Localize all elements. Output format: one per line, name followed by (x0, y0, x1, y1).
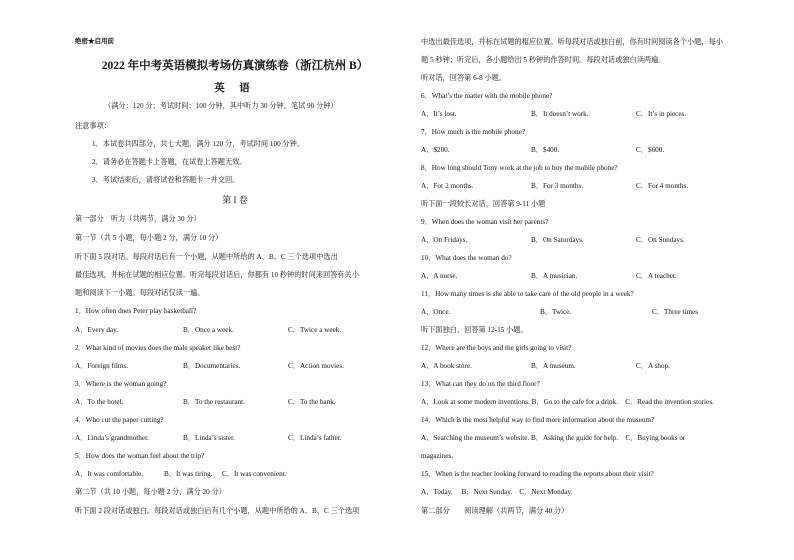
option-c: C．Twice a week. (288, 326, 342, 334)
listening-heading: 听对话，回答第 6-8 小题。 (421, 74, 507, 82)
options-line: A．Look at some modern inventions. B．Go to the cafe for a drink. C．Read the invention stories. (421, 398, 714, 406)
option-b: B．It doesn’t work. (531, 110, 589, 118)
option-b: B．It was tiring. (164, 470, 213, 478)
instruction-line: 最佳选项，并标在试题的相应位置。听完每段对话后，你都有 10 秒钟的时间来回答有关小 (75, 271, 359, 279)
option-b: B．A museum. (531, 362, 576, 370)
option-c: C．Linda’s father. (288, 434, 342, 442)
question: 2．What kind of movies does the male speaker like best? (75, 344, 241, 352)
options-line-continued: magazines. (421, 452, 454, 460)
option-c: C．Three times (652, 308, 699, 316)
option-b: B．On Saturdays. (531, 236, 584, 244)
section-heading: 第一节（共 5 小题，每小题 2 分，满分 10 分） (75, 234, 223, 242)
question: 12．Where are the boys and the girls going to visit? (421, 344, 572, 352)
question: 10．What does the woman do? (421, 254, 512, 262)
volume-heading: 第 I 卷 (222, 195, 248, 205)
option-c: C．A teacher. (636, 272, 677, 280)
option-c: C．On Sundays. (636, 236, 685, 244)
question: 4．Who cut the paper cutting? (75, 416, 164, 424)
note-item: 1．本试卷共四部分，共七大题，满分 120 分，考试时间 100 分钟。 (92, 140, 305, 148)
confidential-mark: 绝密★启用前 (75, 38, 114, 45)
instruction-line: 题 5 秒钟；听完后，各小题给出 5 秒钟的作答时间。每段对话或独白读两遍。 (421, 56, 666, 64)
options-line: A．Today. B．Next Sunday. C．Next Monday. (421, 488, 573, 496)
option-b: B．Once a week. (183, 326, 234, 334)
question: 3．Where is the woman going? (75, 380, 167, 388)
option-c: C．To the bank. (288, 398, 336, 406)
option-a: A．$200. (421, 146, 450, 154)
option-a: A．Every day. (75, 326, 119, 334)
option-c: C．It’s in pieces. (636, 110, 687, 118)
option-a: A．A book store. (421, 362, 472, 370)
option-b: B．Documentaries. (183, 362, 241, 370)
option-c: C．A shop. (636, 362, 670, 370)
part-heading: 第二部分 阅读理解（共两节，满分 40 分） (421, 507, 569, 515)
question: 6．What’s the matter with the mobile phone? (421, 92, 553, 100)
option-c: C．It was convenient. (222, 470, 287, 478)
option-a: A．On Fridays. (421, 236, 468, 244)
option-c: C．For 4 months. (636, 182, 689, 190)
instruction-line: 听下面 5 段对话。每段对话后有一个小题，从题中所给的 A、B、C 三个选项中选出 (75, 253, 338, 261)
option-a: A．A nurse. (421, 272, 458, 280)
option-b: B．For 3 months. (531, 182, 584, 190)
question: 15．When is the teacher looking forward to reading the reports about their visit? (421, 470, 654, 478)
note-item: 3．考试结束后，请将试卷和答题卡一并交回。 (92, 176, 240, 184)
option-a: A．To the hotel. (75, 398, 124, 406)
option-a: A．For 2 months. (421, 182, 474, 190)
part-heading: 第一部分 听力（共两节，满分 30 分） (75, 215, 201, 223)
section-heading: 第二节（共 10 小题，每小题 2 分，满分 20 分） (75, 488, 226, 496)
instruction-line: 听下面 2 段对话或独白。每段对话或独白后有几个小题，从题中所给的 A、B、C 三个选项 (75, 507, 360, 515)
question: 5．How does the woman feel about the trip? (75, 452, 205, 460)
option-a: A．Linda’s grandmother. (75, 434, 149, 442)
listening-heading: 听下面独白，回答第 12-15 小题。 (421, 326, 528, 334)
option-a: A．It was comfortable. (75, 470, 144, 478)
question: 13．What can they do on the third floor? (421, 380, 540, 388)
exam-info: （满分：120 分；考试时间：100 分钟，其中听力 30 分钟，笔试 90 分钟） (104, 102, 338, 110)
option-a: A．It’s lost. (421, 110, 457, 118)
option-a: A．Once. (421, 308, 451, 316)
subject-heading: 英 语 (214, 83, 256, 94)
option-a: A．Foreign films. (75, 362, 129, 370)
options-line: A．Searching the museum’s website. B．Asking the guide for help. C．Buying books or (421, 434, 686, 442)
option-b: B．Twice. (540, 308, 572, 316)
option-b: B．$400. (531, 146, 560, 154)
question: 11．How many times is she able to take care of the old people in a week? (421, 290, 634, 298)
option-c: C．Action movies. (288, 362, 344, 370)
question: 9．When does the woman visit her parents? (421, 218, 549, 226)
question: 8．How long should Tony work at the job to buy the mobile phone? (421, 164, 618, 172)
note-item: 2．请务必在答题卡上答题，在试卷上答题无效。 (92, 158, 247, 166)
question: 14．Which is the most helpful way to find more information about the museum? (421, 416, 655, 424)
question: 1．How often does Peter play basketball? (75, 307, 197, 315)
option-b: B．To the restaurant. (183, 398, 245, 406)
instruction-line: 题和阅读下一小题。每段对话仅读一遍。 (75, 289, 205, 297)
exam-title: 2022 年中考英语模拟考场仿真演练卷（浙江杭州 B） (101, 60, 369, 72)
instruction-line: 中选出最佳选项，并标在试题的相应位置。听每段对话或独白前，你有时间阅读各个小题，每小 (421, 38, 723, 46)
listening-heading: 听下面一段较长对话，回答第 9-11 小题 (421, 200, 546, 208)
option-c: C．$600. (636, 146, 665, 154)
option-b: B．Linda’s sister. (183, 434, 235, 442)
notes-heading: 注意事项： (75, 122, 111, 130)
option-b: B．A musician. (531, 272, 578, 280)
question: 7．How much is the mobile phone? (421, 128, 526, 136)
